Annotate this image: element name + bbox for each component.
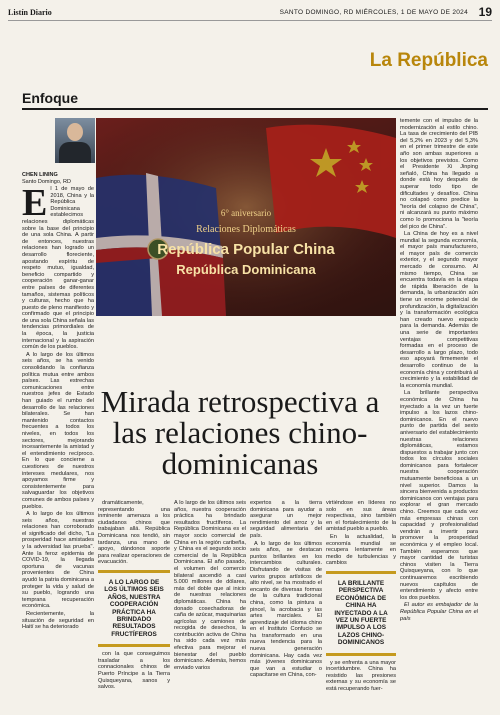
paragraph: A lo largo de los últimos seis años, se ha venido consolidando la confianza política mutua entre ambos países. Las estrechas comunicaciones entre nuestros jefes de Estado han guiado el rumbo del desarrollo de las relaciones bilaterales. Se han mantenido contactos frecuentes a todos los niveles, en todos los sectores, mejorando incesantemente la amistad y el entendimiento recíproco. En lo que concierne a cuestiones de nuestros intereses medulares, nos apoyamos firme y consistentemente para salvaguardar los objetivos comunes de ambos países y pueblos. bbox=[22, 351, 94, 510]
author-place: Santo Domingo, RD bbox=[22, 179, 71, 185]
page-date: SANTO DOMINGO, RD MIÉRCOLES, 1 DE MAYO DE 2024 bbox=[279, 9, 468, 16]
column-4 bbox=[250, 500, 322, 711]
feature-image bbox=[96, 118, 396, 316]
section-title: La República bbox=[369, 50, 488, 71]
paragraph: La China de hoy es a nivel mundial la segunda economía, el mayor país manufacturero, el mayor país de comercio exterior, y el segundo mayor mercado de consumo. Al mismo tiempo, China se encuentra todavía en la etapa de rápida liberación de la demanda, la urbanización aún tiene un enorme potencial de profundización, la digitalización y la transformación ecológica han creado nuevo espacio para la demanda. Además de una serie de importantes ventajas competitivas formadas en el proceso de desarrollo a largo plazo, todo eso apoyará firmemente el desarrollo continuo de la economía china y contribuirá al crecimiento y la estabilidad de la economía mundial. bbox=[400, 231, 478, 389]
paragraph: En la actualidad, la economía mundial se recupera lentamente en medio de turbulencias y cambios bbox=[326, 533, 396, 567]
author-note: El autor es embajador de la República Popular China en el país bbox=[400, 602, 478, 622]
author-byline bbox=[22, 172, 71, 186]
page-header bbox=[8, 4, 492, 21]
anniversary-text: 6° aniversario bbox=[220, 208, 272, 218]
column-3 bbox=[174, 500, 246, 711]
paragraph: dramáticamente, representando una inminente amenaza a los ciudadanos chinos que trabajaban allá. República Dominicana nos tendió, sin tardanza, una mano de apoyo, dándonos soporte para realizar operaciones de evacuación. bbox=[98, 500, 170, 566]
paragraph: A lo largo de los últimos seis años, se destacan puntos brillantes en los intercambios culturales. Disfrutando de visitas de varios grupos artísticos de alto nivel, se ha mostrado el encanto de diversas formas de la cultura tradicional china, como la pintura a pincel, la acrobacia y las artes marciales. El aprendizaje del idioma chino en el Instituto Confucio se ha transformado en una nueva tendencia para la nueva generación dominicana. Hay cada vez más jóvenes dominicanos que van a estudiar o capacitarse en China, con- bbox=[250, 540, 322, 679]
paragraph: l 1 de mayo de 2018, China y la República Dominicana establecimos relaciones diplomáticas sobre la base del principio de una sola China. A partir de entonces, nuestras relaciones han logrado un desarrollo floreciente, apostando espíritu de respeto mutuo, igualdad, beneficio compartido y cooperación ganar-ganar entre países de diferentes tamaños, sistemas políticos y culturas, hecho que ha puesto de pleno manifiesto y confirmado que el principio de una sola China señala las tendencias primordiales de la época, la justicia internacional y la aspiración común de los pueblos. bbox=[22, 186, 94, 351]
country1-text: República Popular China bbox=[157, 241, 335, 258]
paragraph: La brillante perspectiva económica de China ha inyectado a la vez un fuerte impulso a los lazos chino-dominicanos. En el nuevo punto de partida del sexto aniversario del establecimiento nuestras relaciones diplomáticas, estamos dispuestos a trabajar junto con todos los círculos sociales dominicanos para fortalecer nuestra cooperación mutuamente beneficiosa a un nivel superior. Damos la sincera bienvenida a productos dominicanos con ventajas para explorar el gran mercado chino. Creemos que cada vez más empresas chinas con capacidad y profesionalidad vendrán a invertir para promover la prosperidad económica y el empleo local. También esperamos que mayor cantidad de turistas chinos visiten la Tierra Quisqueyana, con lo que continuaremos escribiendo nuevos capítulos de entendimiento y afecto entre los dos pueblos. bbox=[400, 390, 478, 601]
paragraph: virtiéndose en líderes no solo en sus áreas respectivas, sino también en el fortalecimiento de la amistad pueblo a pueblo. bbox=[326, 500, 396, 533]
paragraph: Recientemente, la situación de seguridad en Haití se ha deteriorado bbox=[22, 611, 94, 631]
country2-text: República Dominicana bbox=[176, 262, 316, 277]
page-number: 19 bbox=[478, 5, 492, 19]
author-photo bbox=[55, 118, 95, 163]
column-label: Enfoque bbox=[22, 90, 78, 106]
author-face bbox=[67, 123, 83, 141]
column-1 bbox=[22, 186, 94, 711]
paragraph: expertos a la tierra dominicana para ayudar a asegurar un mejor rendimiento del arroz y la seguridad alimentaria del país. bbox=[250, 500, 322, 539]
author-name: CHEN LINING bbox=[22, 172, 58, 178]
author-suit bbox=[59, 142, 91, 163]
column-6 bbox=[400, 118, 478, 711]
paragraph: con la que conseguimos trasladar a los connacionales chinos de Puerto Príncipe a la Tierra Quisqueyana, sanos y salvos. bbox=[98, 651, 170, 691]
flags-illustration bbox=[96, 118, 396, 316]
paragraph: A lo largo de los últimos seis años, nuestra cooperación práctica ha brindado resultados fructíferos. La República Dominicana es el mayor socio comercial de China en la región caribeña, y China es el segundo socio comercial de la República Dominicana. El año pasado, el volumen del comercio bilateral ascendió a casi 5.000 millones de dólares, más del doble que al inicio de nuestras relaciones diplomáticas. China ha donado cosechadoras de caña de azúcar, maquinarias agrícolas y camiones de recogida de desechos, la contribución activa de China ha sido cada vez más efectiva para mejorar el bienestar del pueblo dominicano. Además, hemos enviado varios bbox=[174, 500, 246, 671]
column-5 bbox=[326, 500, 396, 711]
paper-name: Listín Diario bbox=[8, 8, 52, 17]
pull-quote-2: LA BRILLANTE PERSPECTIVA ECONÓMICA DE CHINA HA INYECTADO A LA VEZ UN FUERTE IMPULSO A LOS LAZOS CHINO-DOMINICANOS bbox=[326, 571, 396, 656]
header-rule bbox=[22, 108, 488, 110]
article-headline: Mirada retrospectiva a las relaciones chino-dominicanas bbox=[100, 384, 380, 481]
pull-quote-1: A LO LARGO DE LOS ÚLTIMOS SEIS AÑOS, NUESTRA COOPERACIÓN PRÁCTICA HA BRINDADO RESULTADOS FRUCTÍFEROS bbox=[98, 570, 170, 647]
column-2 bbox=[98, 500, 170, 711]
drop-cap: E bbox=[22, 186, 48, 224]
paragraph: y se enfrenta a una mayor incertidumbre. China ha resistido las presiones externas y su economía se está recuperando fuer- bbox=[326, 659, 396, 692]
paragraph: temente con el impulso de la modernización al estilo chino. La tasa de crecimiento del PIB del 5,2% en 2023 y del 5,3% en el primer trimestre de este año son ambas superiores a los objetivos previstos. Como el Presidente Xi Jinping señaló, China ha llegado a donde está hoy después de superar todo tipo de dificultades y desafíos. China no colapsó como predice la "teoría del colapso de China", ni alcanzará su punto máximo como lo promociona la "teoría del pico de China". bbox=[400, 118, 478, 230]
paragraph: A lo largo de los últimos seis años, nuestras relaciones han corroborado el significado del dicho, "La prosperidad hace amistades y la adversidad las prueba". Ante la feroz epidemia de COVID-19, la llegada oportuna de vacunas provenientes de China ayudó la patria dominicana a proteger la vida y salud de su pueblo, logrando una temprana recuperación económica. bbox=[22, 511, 94, 610]
relations-text: Relaciones Diplomáticas bbox=[196, 224, 296, 235]
